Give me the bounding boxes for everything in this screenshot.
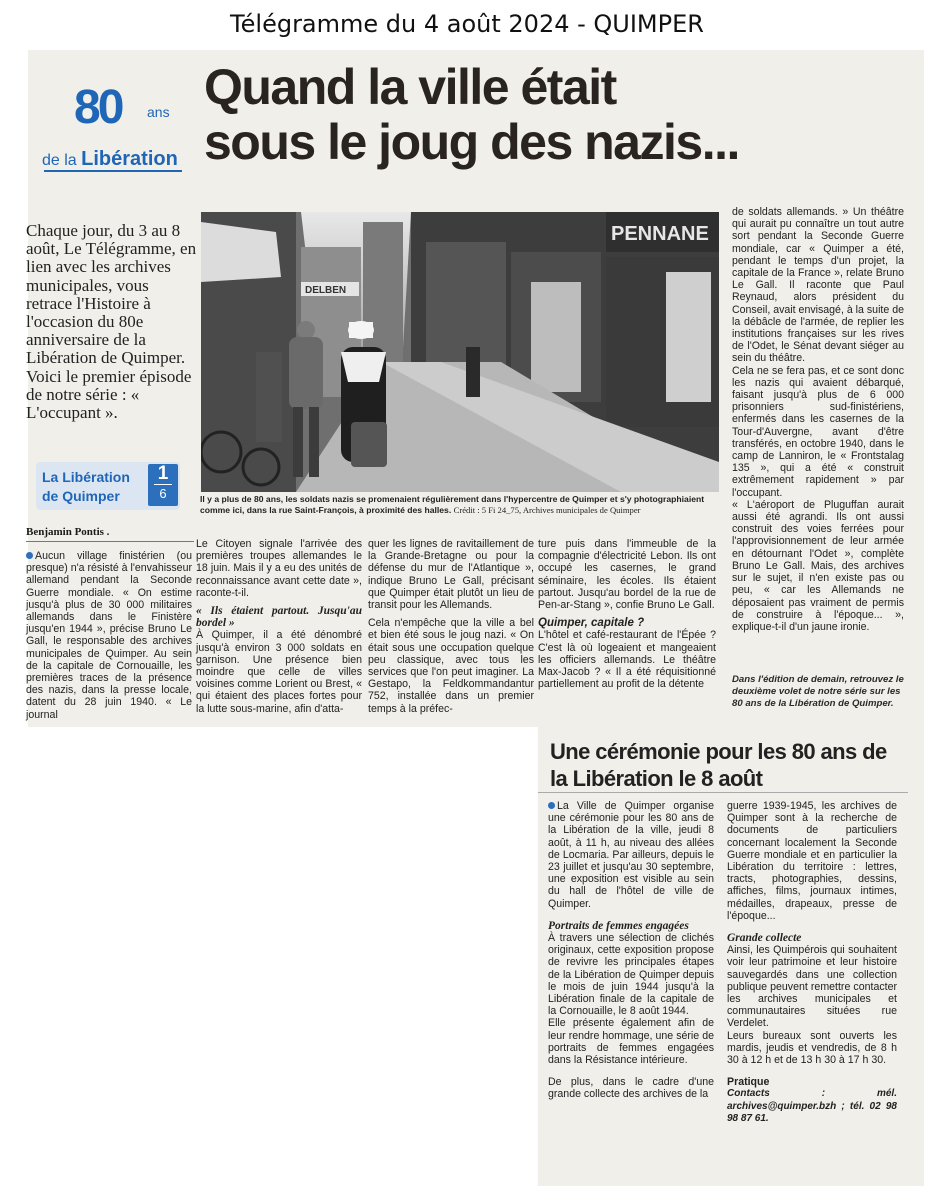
street-photo-illustration — [201, 212, 719, 492]
photo-sign-delben: DELBEN — [305, 285, 347, 296]
box-col1-para-2: À travers une sélection de clichés originaux, cette exposition propose de revivre les principales étapes de la Libération de Quimper depuis le mois de juin 1944 jusqu'à la Libération finale de la capitale de la Cornouaille, le 8 août 1944. — [548, 932, 714, 1018]
box-pratique-label: Pratique — [727, 1076, 770, 1089]
chapo: Chaque jour, du 3 au 8 août, Le Télégramme, en lien avec les archives municipales, vous retrace l'Histoire à l'occasion du 80e anniversaire de la Libération de Quimper. Voici le premier épisode de notre série : « L'occupant ». — [26, 221, 197, 423]
article-photo — [201, 212, 719, 492]
article-column-2 — [196, 538, 362, 715]
badge-liberation-word: Libération — [81, 148, 178, 170]
headline-line-2: sous le joug des nazis... — [204, 114, 739, 170]
series-title: La Libération de Quimper — [42, 469, 130, 504]
article-column-1 — [26, 550, 192, 721]
box-title: Une cérémonie pour les 80 ans de la Libération le 8 août — [550, 739, 887, 791]
bullet-icon — [26, 552, 33, 559]
series-episode-number: 1 — [157, 463, 169, 484]
box-col2-para-1: guerre 1939-1945, les archives de Quimper sont à la recherche de documents de particuliers concernant localement la Seconde Guerre mondiale et en particulier la Libération du territoire : lettres, tracts, photographies, dessins, affiches, films, journaux intimes, médailles, drapeaux, presse de l'époque... — [727, 800, 897, 922]
byline-rule — [26, 541, 194, 542]
photo-credit: Crédit : 5 Fi 24_75, Archives municipales de Quimper — [453, 505, 641, 515]
article-subheading-2: Quimper, capitale ? — [538, 617, 645, 630]
box-column-1 — [548, 800, 714, 1101]
box-rule — [538, 792, 908, 793]
series-episode-total: 6 — [154, 484, 172, 503]
headline — [204, 60, 904, 170]
box-col1-para-1: La Ville de Quimper organise une cérémonie pour les 80 ans de la Libération de la ville, jeudi 8 août, à 11 h, au niveau des allées de Locmaria. Par ailleurs, depuis le 23 juillet et jusqu'au 30 septembre, une exposition est visible au sein du hall de l'hôtel de ville de Quimper. — [548, 800, 714, 910]
article-col5-para-1: de soldats allemands. » Un théâtre qui aurait pu connaître un tout autre sort pendant la Seconde Guerre mondiale, car « Quimper a été, pendant le temps d'un projet, la capitale de la France », relate Bruno Le Gall. Il raconte que Paul Reynaud, alors président du Conseil, avait envisagé, à la suite de la débâcle de l'armée, de replier les institutions françaises sur les rives de l'Odet, le Sénat devant siéger au sein du théâtre. — [732, 206, 904, 365]
photo-caption — [200, 494, 722, 516]
article-col3-para-1: quer les lignes de ravitaillement de la Grande-Bretagne ou pour la défense du mur de l'Atlantique », indique Bruno Le Gall, précisant que Quimper était plutôt un lieu de transit pour les Allemands. — [368, 538, 534, 612]
badge-liberation — [42, 148, 178, 171]
series-episode-counter — [148, 464, 178, 506]
article-column-4 — [538, 538, 716, 690]
headline-line-1: Quand la ville était — [204, 59, 616, 115]
article-col3-para-2: Cela n'empêche que la ville a bel et bien été sous le joug nazi. « On était sous une occupation quelque peu classique, avec tous les services que l'on peut imaginer. La Gestapo, la Feldkommandantur 752, installée dans un premier temps à la préfec- — [368, 617, 534, 715]
byline: Benjamin Pontis . — [26, 526, 110, 538]
article-col5-para-2: Cela ne se fera pas, et ce sont donc les nazis qui avaient débarqué, faisant jusqu'à plus de 6 000 prisonniers sud-finistériens, enfermés dans les casernes de la Tour-d'Auvergne, avant d'être transférés, en octobre 1940, dans le camp de Lanniron, le « Frontstalag 135 », qui a été « construit extrêmement rapidement » par l'occupant. — [732, 364, 904, 499]
badge-ans: ans — [147, 104, 170, 120]
article-column-5 — [732, 206, 904, 633]
box-col2-para-3: Leurs bureaux sont ouverts les mardis, jeudis et vendredis, de 8 h 30 à 12 h et de 13 h 30 à 17 h 30. — [727, 1029, 897, 1067]
badge-underline — [44, 170, 182, 172]
photo-sign-pennane: PENNANE — [611, 223, 709, 245]
bullet-icon — [548, 802, 555, 809]
box-col1-para-3: Elle présente également afin de leur rendre hommage, une série de portraits de femmes engagées dans la Résistance intérieure. — [548, 1017, 714, 1067]
badge-de-la: de la — [42, 152, 77, 169]
article-col2-para-1: Le Citoyen signale l'arrivée des premières troupes allemandes le 18 juin. Mais il y a eu des unités de reconnaissance avant cette date », raconte-t-il. — [196, 538, 362, 599]
box-column-2 — [727, 800, 897, 1125]
article-column-3 — [368, 538, 534, 715]
box-contacts: Contacts : mél. archives@quimper.bzh ; tél. 02 98 98 87 61. — [727, 1088, 897, 1124]
article-col5-para-3: « L'aéroport de Pluguffan aurait aussi été agrandi. Ils ont aussi construit des voies ferrées pour l'approvisionnement de leur armée en détournant l'Odet », complète Bruno Le Gall. Mais, des archives sur le sujet, il n'en existe pas ou peu, « car les Allemands ne déposaient pas vraiment de permis de construire à l'époque... », explique-t-il d'un jaune ironie. — [732, 498, 904, 633]
photo-caption-text: Il y a plus de 80 ans, les soldats nazis se promenaient régulièrement dans l'hypercentre de Quimper et s'y photographiaient comme ici, dans la rue Saint-François, à proximité des halles. — [200, 494, 705, 515]
article-col4-para-1: ture puis dans l'immeuble de la compagnie d'électricité Lebon. Ils ont occupé les casernes, le grand séminaire, les écoles. Ils étaient partout. Jusqu'au bordel de la rue de Pen-ar-Stang », confie Bruno Le Gall. — [538, 538, 716, 612]
article-subheading-1: « Ils étaient partout. Jusqu'au bordel » — [196, 605, 362, 630]
editor-note: Dans l'édition de demain, retrouvez le deuxième volet de notre série sur les 80 ans de la Libération de Quimper. — [732, 674, 904, 709]
article-col2-para-2: À Quimper, il a été dénombré jusqu'à environ 3 000 soldats en garnison. Une présence bien moindre que celle de villes voisines comme Lorient ou Brest, « qui étaient des places fortes pour la lutte sous-marine, afin d'atta- — [196, 629, 362, 715]
article-col1-text: Aucun village finistérien (ou presque) n'a résisté à l'envahisseur allemand pendant la Seconde Guerre mondiale. « On estime jusqu'à plus de 30 000 militaires allemands dans le Finistère jusqu'en 1944 », précise Bruno Le Gall, le responsable des archives municipales de Quimper. Au sein de la capitale de Cornouaille, les premières traces de la présence des nazis, dans la presse locale, datent du 28 juin 1940. « Le journal — [26, 550, 192, 721]
article-col4-para-2: L'hôtel et café-restaurant de l'Épée ? C'est là où logeaient et mangeaient les officiers allemands. Le théâtre Max-Jacob ? « Il a été réquisitionné partiellement au profit de la détente — [538, 629, 716, 691]
box-subheading-1: Portraits de femmes engagées — [548, 919, 689, 932]
badge-number: 80 — [74, 81, 122, 134]
page-caption: Télégramme du 4 août 2024 - QUIMPER — [230, 10, 704, 38]
box-subheading-2: Grande collecte — [727, 932, 802, 945]
box-col1-para-4: De plus, dans le cadre d'une grande collecte des archives de la — [548, 1076, 714, 1101]
box-col2-para-2: Ainsi, les Quimpérois qui souhaitent voir leur patrimoine et leur histoire sauvegardés dans une collection publique peuvent remettre contacter les archives municipales et communautaires situées rue Verdelet. — [727, 944, 897, 1030]
